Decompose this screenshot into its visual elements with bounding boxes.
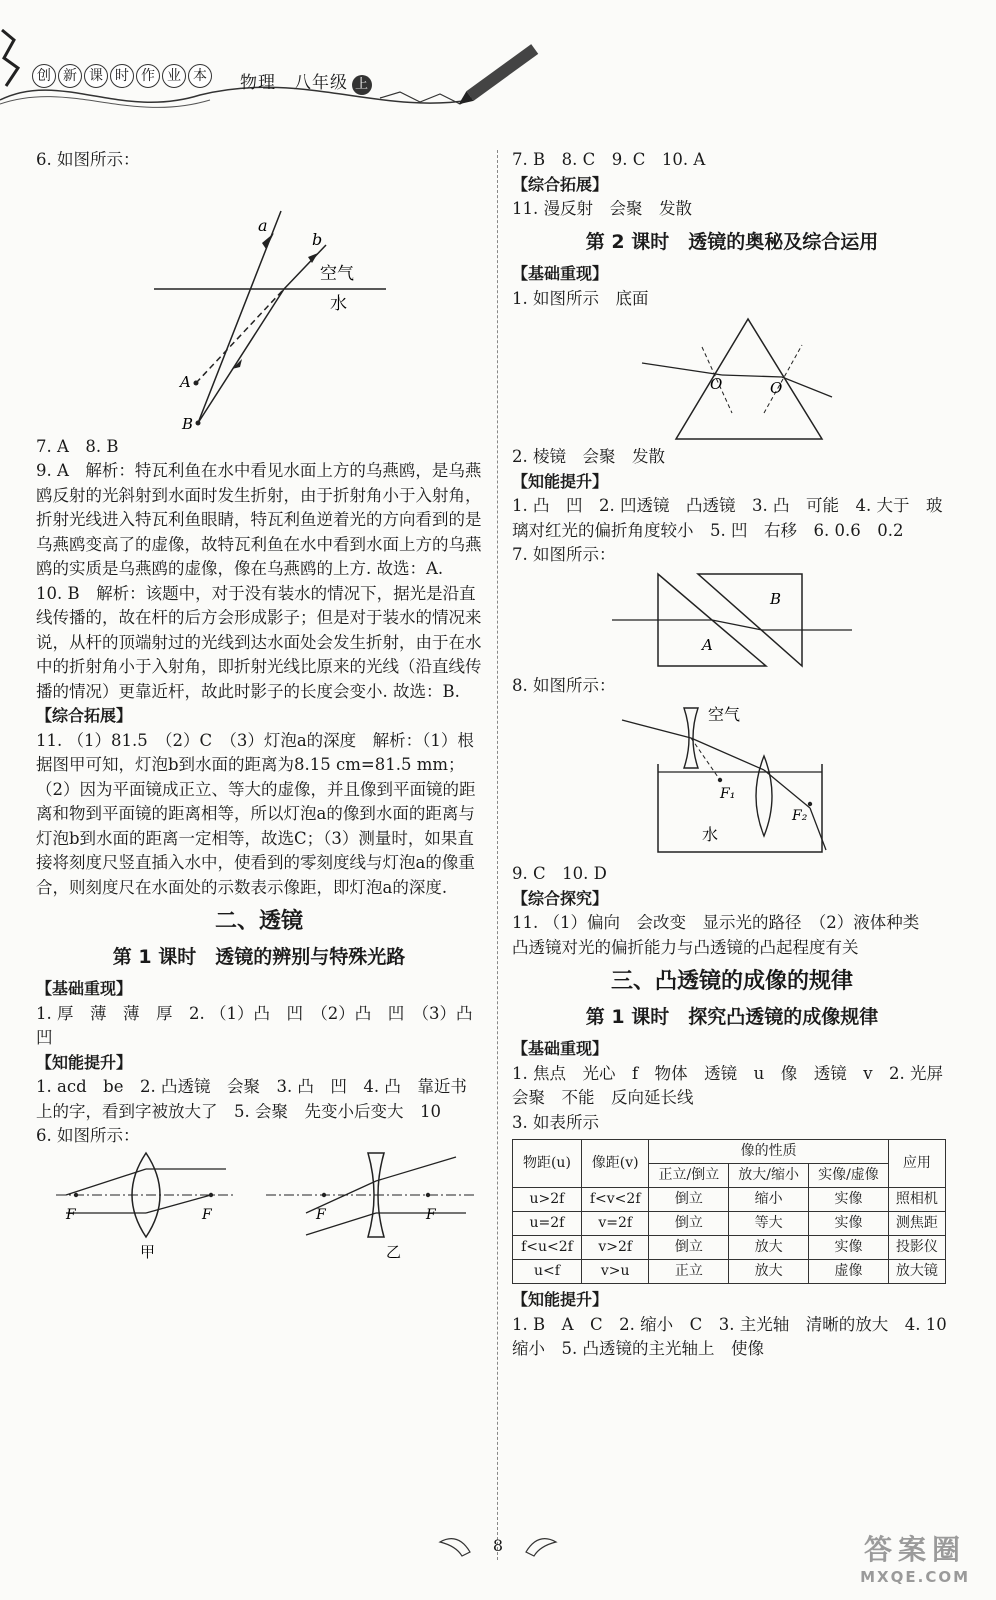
answer-basic-3: 3. 如表所示 xyxy=(512,1112,599,1132)
table-cell: 放大 xyxy=(729,1260,809,1284)
answer-improve-1-6: 1. 凸 凹 2. 凹透镜 凸透镜 3. 凸 可能 4. 大于 玻璃对红光的偏折角度较小 5. 凹 右移 6. 0.6 0.2 xyxy=(512,496,943,540)
table-cell: 虚像 xyxy=(809,1260,889,1284)
watermark-text: 答案圈 xyxy=(864,1533,967,1566)
prism-label-b: B xyxy=(770,589,782,608)
page-footer xyxy=(0,1512,996,1600)
lesson-heading: 第 1 课时 透镜的辨别与特殊光路 xyxy=(112,945,406,968)
answer-q6-lens: 6. 如图所示： xyxy=(36,1126,140,1145)
table-header: 正立/倒立 xyxy=(649,1164,729,1188)
table-row xyxy=(513,1260,946,1284)
title-char: 本 xyxy=(188,64,212,88)
air-label: 空气 xyxy=(708,705,741,724)
table-cell: f<u<2f xyxy=(513,1236,582,1260)
table-row xyxy=(513,1236,946,1260)
table-cell: 实像 xyxy=(809,1188,889,1212)
focus-f1-label: F₁ xyxy=(720,786,736,802)
table-cell: u>2f xyxy=(513,1188,582,1212)
table-cell: v>2f xyxy=(581,1236,649,1260)
answer-improve-1-5: 1. acd be 2. 凸透镜 会聚 3. 凸 凹 4. 凸 靠近书上的字，看到字被放大了 5. 会聚 先变小后变大 10 xyxy=(36,1077,467,1121)
answer-explore-11: 11. （1）偏向 会改变 显示光的路径 （2）液体种类 凸透镜对光的偏折能力与凸透镜的凸起程度有关 xyxy=(512,913,936,957)
section-heading: 【基础重现】 xyxy=(512,1039,609,1058)
answer-q11-scatter: 11. 漫反射 会聚 发散 xyxy=(512,199,692,218)
title-char: 业 xyxy=(162,64,186,88)
title-char: 新 xyxy=(58,64,82,88)
focus-label: F xyxy=(316,1206,326,1223)
table-cell: 正立 xyxy=(649,1260,729,1284)
section-heading: 【知能提升】 xyxy=(36,1052,133,1072)
answer-q6: 6. 如图所示： xyxy=(36,150,140,169)
title-char: 课 xyxy=(84,64,108,88)
table-cell: 缩小 xyxy=(729,1188,809,1212)
chapter-heading: 三、凸透镜的成像的规律 xyxy=(610,969,853,994)
point-label-a: A xyxy=(180,372,191,391)
section-heading: 【知能提升】 xyxy=(512,471,609,491)
table-cell: 照相机 xyxy=(888,1188,945,1212)
table-cell: 放大 xyxy=(729,1236,809,1260)
point-label-b: B xyxy=(182,414,194,433)
answer-basic-2: 2. 棱镜 会聚 发散 xyxy=(512,447,665,466)
title-char: 作 xyxy=(136,64,160,88)
air-label: 空气 xyxy=(320,263,354,284)
page-header xyxy=(0,0,996,110)
refraction-figure xyxy=(36,175,482,433)
table-cell: 实像 xyxy=(809,1236,889,1260)
table-cell: 测焦距 xyxy=(888,1212,945,1236)
table-header: 应用 xyxy=(888,1140,945,1188)
table-cell: v=2f xyxy=(581,1212,649,1236)
answer-q9: 9. A 解析：特瓦利鱼在水中看见水面上方的乌燕鸥，是乌燕鸥反射的光斜射到水面时发生折射，由于折射角小于入射角，折射光线进入特瓦利鱼眼睛，特瓦利鱼逆着光的方向看到的是乌燕鸥变高了的虚像，故特瓦利鱼在水中看到水面上方的乌燕鸥的实质是乌燕鸥的虚像，像在乌燕鸥的上方. 故选：A. xyxy=(36,461,482,578)
lesson-heading: 第 2 课时 透镜的奥秘及综合运用 xyxy=(585,230,879,253)
answer-improve-9-10: 9. C 10. D xyxy=(512,864,607,883)
answer-q11: 11. （1）81.5 （2）C （3）灯泡a的深度 解析：（1）根据图甲可知，灯泡b到水面的距离为8.15 cm=81.5 mm；（2）因为平面镜成正立、等大的虚像，并且像到平面镜的距离和物到平面镜的距离相等，所以灯泡a的像到水面的距离与灯泡b到水面的距离一定相等，故选C；（3）测量时，如果直接将刻度尺竖直插入水中，使看到的零刻度线与灯泡a的像重合，则刻度尺在水面处的示数表示像距，即灯泡a的深度. xyxy=(36,730,476,897)
series-title xyxy=(32,64,212,88)
prism-figure xyxy=(512,313,952,443)
table-header: 放大/缩小 xyxy=(729,1164,809,1188)
answer-q10: 10. B 解析：该题中，对于没有装水的情况下，据光是沿直线传播的，故在杆的后方会形成影子；但是对于装水的情况来说，从杆的顶端射过的光线到达水面处会发生折射，由于在水中的折射角小于入射角，即折射光线比原来的光线（沿直线传播的情况）更靠近杆，故此时影子的长度会变小. 故选：B. xyxy=(36,583,482,701)
table-cell: 投影仪 xyxy=(888,1236,945,1260)
section-heading: 【综合拓展】 xyxy=(512,174,609,194)
answer-basic-1: 1. 如图所示 底面 xyxy=(512,288,649,308)
focus-label: F xyxy=(202,1206,212,1223)
table-row xyxy=(513,1188,946,1212)
table-cell: u<f xyxy=(513,1260,582,1284)
table-header: 像的性质 xyxy=(649,1140,888,1164)
water-label: 水 xyxy=(702,825,719,844)
figure-label-yi: 乙 xyxy=(386,1242,402,1261)
section-heading: 【综合拓展】 xyxy=(36,706,133,725)
watermark-logo xyxy=(860,1528,970,1586)
section-heading: 【基础重现】 xyxy=(36,979,133,998)
table-cell: 实像 xyxy=(809,1212,889,1236)
table-cell: 倒立 xyxy=(649,1188,729,1212)
table-cell: u=2f xyxy=(513,1212,582,1236)
title-char: 时 xyxy=(110,64,134,88)
table-cell: 倒立 xyxy=(649,1236,729,1260)
lens-ray-figure xyxy=(36,1151,482,1261)
table-cell: 等大 xyxy=(729,1212,809,1236)
ray-label-b: b xyxy=(312,229,323,249)
lesson-heading: 第 1 课时 探究凸透镜的成像规律 xyxy=(585,1005,879,1028)
subject-grade xyxy=(240,68,372,95)
table-cell: v>u xyxy=(581,1260,649,1284)
focus-f2-label: F₂ xyxy=(792,808,808,824)
table-cell: 倒立 xyxy=(649,1212,729,1236)
header-decoration xyxy=(0,0,996,110)
double-prism-figure xyxy=(512,570,952,672)
prism-label-a: A xyxy=(702,635,713,654)
section-heading: 【知能提升】 xyxy=(512,1290,609,1309)
table-row xyxy=(513,1212,946,1236)
figure-label-jia: 甲 xyxy=(140,1242,156,1261)
table-cell: f<v<2f xyxy=(581,1188,649,1212)
column-divider xyxy=(497,150,498,1560)
focus-label: F xyxy=(66,1206,76,1223)
chapter-heading: 二、透镜 xyxy=(214,909,303,934)
section-heading: 【基础重现】 xyxy=(512,264,609,283)
imaging-table xyxy=(512,1139,946,1284)
subject-grade-text: 物理 八年级 xyxy=(240,73,348,93)
volume-badge: 上 xyxy=(352,75,372,95)
table-header: 物距(u) xyxy=(513,1140,582,1188)
table-header: 实像/虚像 xyxy=(809,1164,889,1188)
focus-label: F xyxy=(426,1206,436,1223)
point-label-o: O xyxy=(710,375,723,393)
answer-basic-1-2b: 1. 焦点 光心 f 物体 透镜 u 像 透镜 v 2. 光屏 会聚 不能 反向延长线 xyxy=(512,1063,960,1107)
answer-improve-last: 1. B A C 2. 缩小 C 3. 主光轴 清晰的放大 4. 10 缩小 5. 凸透镜的主光轴上 使像 xyxy=(512,1314,964,1358)
page-number: 8 xyxy=(492,1536,504,1555)
answer-improve-7: 7. 如图所示： xyxy=(512,545,616,564)
footer-ornament xyxy=(0,1512,996,1600)
watermark-url: MXQE.COM xyxy=(860,1568,970,1586)
lens-water-figure xyxy=(512,700,952,860)
title-char: 创 xyxy=(32,64,56,88)
answer-q7-10: 7. B 8. C 9. C 10. A xyxy=(512,150,706,169)
answer-improve-8: 8. 如图所示： xyxy=(512,675,616,695)
water-label: 水 xyxy=(330,293,347,314)
left-column xyxy=(36,148,489,1263)
table-cell: 放大镜 xyxy=(888,1260,945,1284)
answer-basic-1-2: 1. 厚 薄 薄 厚 2. （1）凸 凹 （2）凸 凹 （3）凸 凹 xyxy=(36,1003,489,1047)
ray-label-a: a xyxy=(258,215,268,235)
table-header: 像距(v) xyxy=(581,1140,649,1188)
point-label-o: O xyxy=(770,379,783,397)
right-column xyxy=(512,148,964,1362)
answer-q7-8: 7. A 8. B xyxy=(36,436,119,456)
section-heading: 【综合探究】 xyxy=(512,888,609,908)
